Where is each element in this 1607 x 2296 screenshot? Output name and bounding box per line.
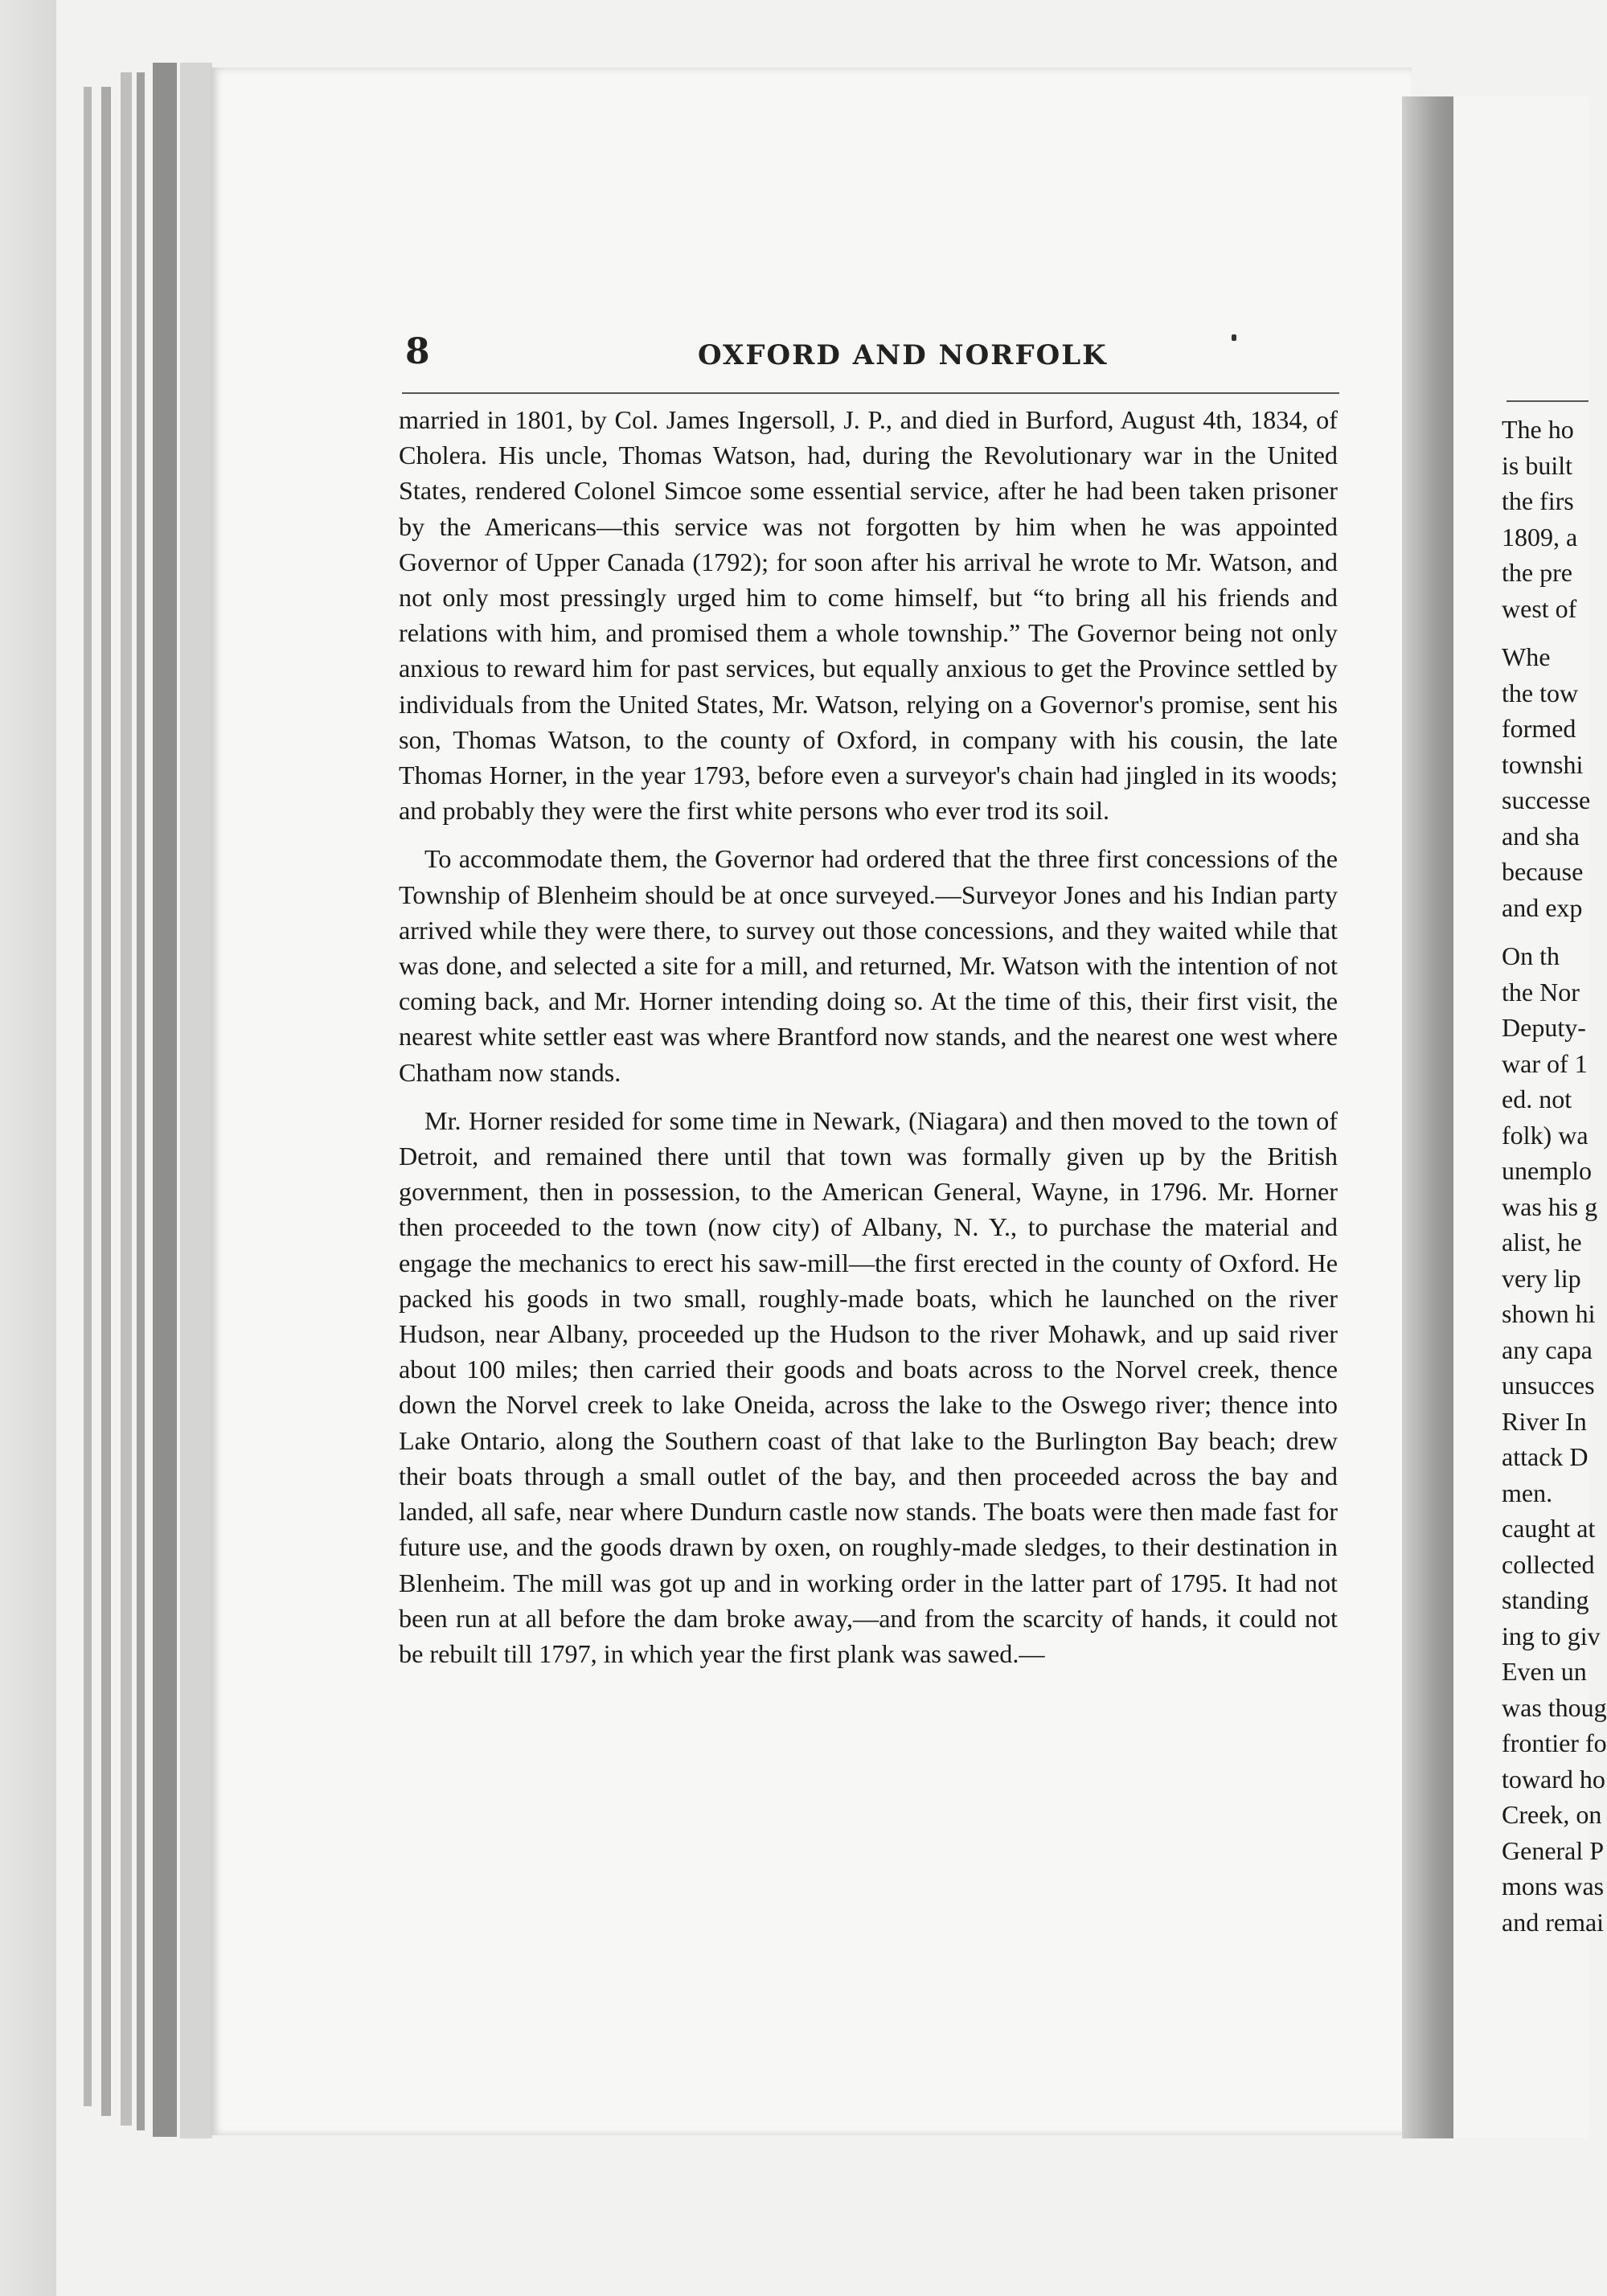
facing-page-line: successe bbox=[1502, 785, 1591, 814]
page-edge bbox=[137, 72, 145, 2130]
running-title: OXFORD AND NORFOLK bbox=[698, 339, 1108, 371]
page-number: 8 bbox=[405, 331, 430, 372]
facing-page-line: toward ho bbox=[1502, 1764, 1605, 1794]
facing-page-rule bbox=[1507, 400, 1589, 402]
facing-page-line: and exp bbox=[1502, 892, 1583, 922]
paragraph: To accommodate them, the Governor had ordered that the three first concessions of the Township of Blenheim should be at once surveyed.—Surveyor Jones and his Indian party arrived while they were there, to survey out those concessions, and they waited while that was done, and selected a site for a mill, and returned, Mr. Watson with the intention of not coming back, and Mr. Horner intending doing so. At the time of this, their first visit, the nearest white settler east was where Brantford now stands, and the nearest one west where Chatham now stands. bbox=[399, 844, 1338, 1087]
facing-page-line: folk) wa bbox=[1502, 1120, 1589, 1150]
facing-page-line: General P bbox=[1502, 1835, 1605, 1865]
facing-page-line: ed. not bbox=[1502, 1084, 1572, 1113]
facing-page-line: any capa bbox=[1502, 1335, 1593, 1364]
ink-speck bbox=[1232, 334, 1236, 341]
facing-page-line: mons was bbox=[1502, 1872, 1605, 1900]
facing-page-line: unemplo bbox=[1502, 1156, 1592, 1185]
facing-page-line: townshi bbox=[1502, 749, 1584, 779]
facing-page-text bbox=[1502, 412, 1607, 1940]
facing-page-line: the firs bbox=[1502, 486, 1574, 515]
paragraph-gap bbox=[1502, 626, 1589, 639]
facing-page-line: the Nor bbox=[1502, 977, 1580, 1007]
book-edge bbox=[0, 0, 56, 2296]
facing-page-line: collected bbox=[1502, 1549, 1595, 1579]
header-rule bbox=[402, 392, 1339, 394]
page-edge bbox=[101, 87, 111, 2116]
book-gutter bbox=[1402, 96, 1458, 2138]
facing-page-line: 1809, a bbox=[1502, 522, 1578, 551]
facing-page-line: the pre bbox=[1502, 558, 1572, 587]
facing-page-line: shown hi bbox=[1502, 1299, 1596, 1328]
facing-page-line: formed bbox=[1502, 714, 1576, 743]
facing-page-line: and sha bbox=[1502, 821, 1580, 851]
facing-page-line: and remai bbox=[1502, 1907, 1605, 1937]
facing-page-line: men. bbox=[1502, 1478, 1553, 1507]
facing-page-line: standing bbox=[1502, 1585, 1589, 1614]
page-edge bbox=[180, 63, 212, 2138]
running-head bbox=[405, 331, 1343, 379]
facing-page-line: On th bbox=[1502, 941, 1560, 970]
facing-page-line: frontier fo bbox=[1502, 1728, 1607, 1757]
paragraph-gap bbox=[1502, 925, 1589, 938]
facing-page-line: was thoug bbox=[1502, 1692, 1607, 1722]
page-edge bbox=[84, 87, 92, 2106]
facing-page-line: unsucces bbox=[1502, 1371, 1595, 1400]
facing-page-line: Whe bbox=[1502, 642, 1551, 671]
facing-page-line: the tow bbox=[1502, 678, 1579, 707]
facing-page-line: caught at bbox=[1502, 1514, 1596, 1543]
page-edge bbox=[153, 63, 177, 2137]
facing-page-line: is built bbox=[1502, 450, 1573, 480]
facing-page-line: very lip bbox=[1502, 1263, 1581, 1293]
facing-page-line: was his g bbox=[1502, 1191, 1598, 1221]
facing-page-line: Even un bbox=[1502, 1657, 1587, 1686]
paragraph: Mr. Horner resided for some time in Newark, (Niagara) and then moved to the town of Detroit, and remained there until that town was formally given up by the British government, then in possession, to the American General, Wayne, in 1796. Mr. Horner then proceeded to the town (now city) of Albany, N. Y., to purchase the material and engage the mechanics to erect his saw-mill—the first erected in the county of Oxford. He packed his goods in two small, roughly-made boats, which he launched on the river Hudson, near Albany, proceeded up the Hudson to the river Mohawk, and up said river about 100 miles; then carried their goods and boats across to the Norvel creek, thence down the Norvel creek to lake Oneida, across the lake to the Oswego river; thence into Lake Ontario, along the Southern coast of that lake to the Burlington Bay beach; drew their boats through a small outlet of the bay, and then proceeded across the bay and landed, all safe, near where Dundurn castle now stands. The boats were then made fast for future use, and the goods drawn by oxen, on roughly-made sledges, to their destination in Blenheim. The mill was got up and in working order in the latter part of 1795. It had not been run at all before the dam broke away,—and from the scarcity of hands, it could not be rebuilt till 1797, in which year the first plank was sawed.— bbox=[399, 1105, 1338, 1668]
paragraph: married in 1801, by Col. James Ingersoll, J. P., and died in Burford, August 4th, 1834, of Cholera. His uncle, Thomas Watson, had, during the Revolutionary war in the United States, rendered Colonel Simcoe some essential service, after he had been taken prisoner by the Americans—this service was not forgotten by him when he was appointed Governor of Upper Canada (1792); for soon after his arrival he wrote to Mr. Watson, and not only most pressingly urged him to come himself, but “to bring all his friends and relations with him, and promised them a whole township.” The Governor being not only anxious to reward him for past services, but equally anxious to get the Province settled by individuals from the United States, Mr. Watson, relying on a Governor's promise, sent his son, Thomas Watson, to the county of Oxford, in company with his cousin, the late Thomas Horner, in the year 1793, before even a surveyor's chain had jingled in its woods; and probably they were the first white persons who ever trod its soil. bbox=[399, 405, 1338, 826]
body-text bbox=[399, 402, 1338, 1671]
facing-page-line: because bbox=[1502, 857, 1584, 886]
facing-page-line: war of 1 bbox=[1502, 1048, 1588, 1078]
facing-page-line: Creek, on bbox=[1502, 1800, 1602, 1829]
facing-page-line: River In bbox=[1502, 1406, 1587, 1436]
page-edge bbox=[121, 72, 132, 2126]
facing-page-line: alist, he bbox=[1502, 1228, 1582, 1257]
facing-page-line: The ho bbox=[1502, 415, 1574, 444]
facing-page-line: ing to giv bbox=[1502, 1621, 1601, 1650]
facing-page-line: attack D bbox=[1502, 1442, 1589, 1471]
facing-page-line: west of bbox=[1502, 593, 1577, 623]
facing-page-line: Deputy- bbox=[1502, 1013, 1586, 1042]
